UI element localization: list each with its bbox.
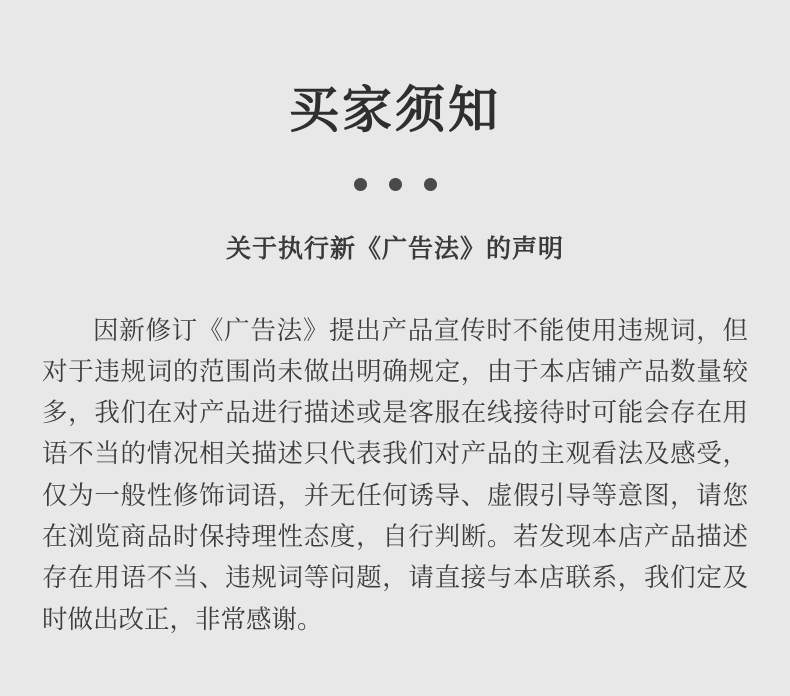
notice-body-text: 因新修订《广告法》提出产品宣传时不能使用违规词，但对于违规词的范围尚未做出明确规定，由于本店铺产品数量较多，我们在对产品进行描述或是客服在线接待时可能会存在用语不当的情况相关描述只代表我们对产品的主观看法及感受，仅为一般性修饰词语，并无任何诱导、虚假引导等意图，请您在浏览商品时保持理性态度，自行判断。若发现本店产品描述存在用语不当、违规词等问题，请直接与本店联系，我们定及时做出改正，非常感谢。 [42,316,748,634]
divider-dot-1 [354,178,367,191]
page-subtitle: 关于执行新《广告法》的声明 [225,234,564,263]
divider-dot-2 [389,178,402,191]
page-title: 买家须知 [289,82,501,138]
divider-dot-3 [424,178,437,191]
dot-divider [0,178,790,191]
